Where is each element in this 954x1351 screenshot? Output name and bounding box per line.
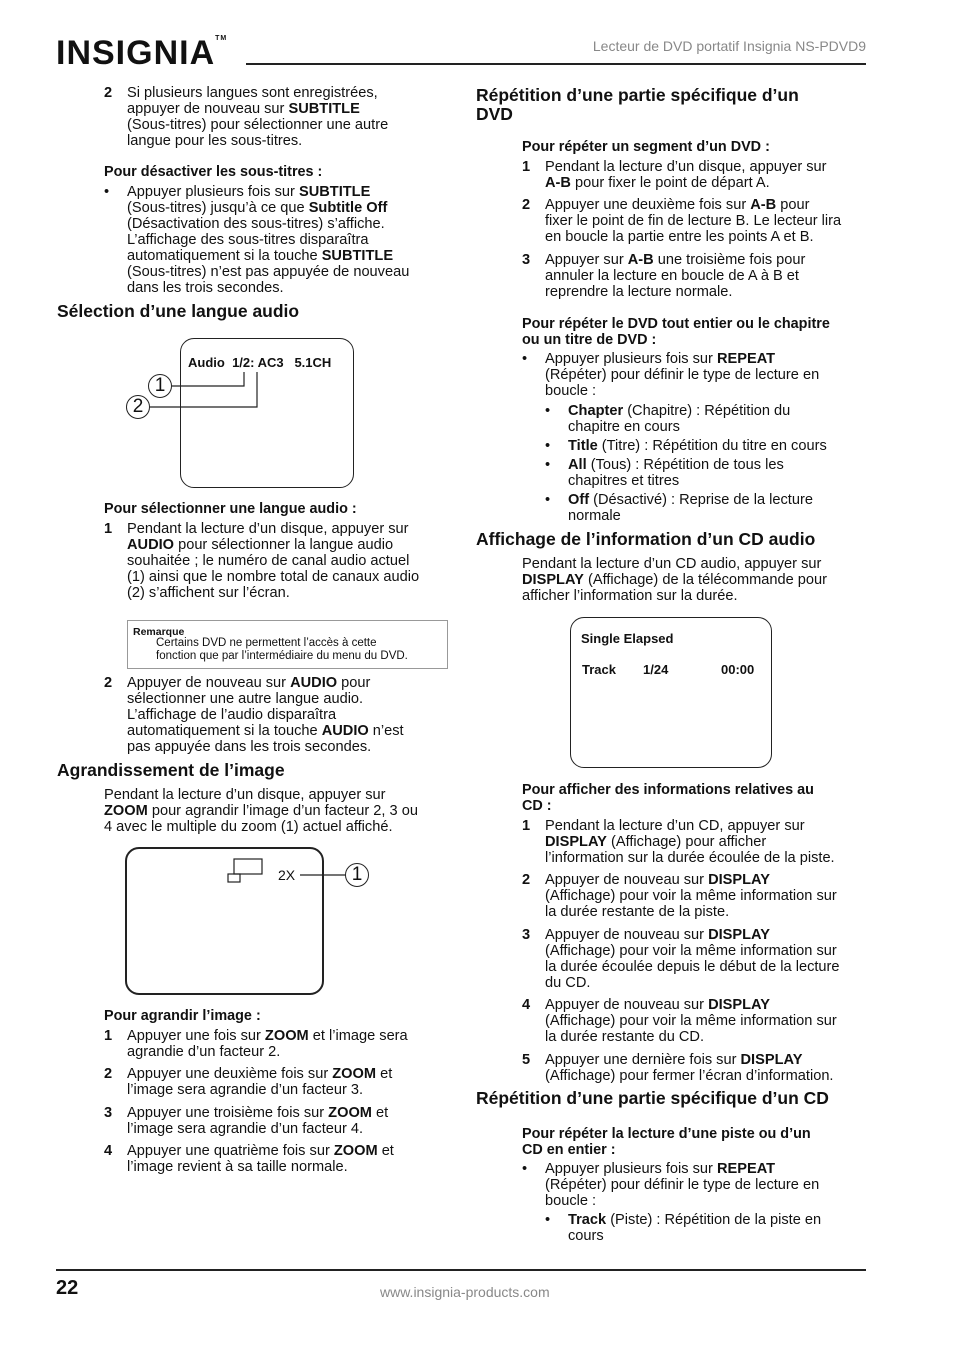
note-text: Certains DVD ne permettent l’accès à cette fonction que par l’intermédiaire du menu du DVD. (156, 637, 408, 662)
zoom-icon (226, 857, 266, 885)
cd-osd-track-label: Track (582, 662, 616, 677)
cd-repeat-section-title: Répétition d’une partie spécifique d’un CD (476, 1088, 829, 1108)
header-rule (246, 63, 866, 65)
cd-osd-mode: Single Elapsed (581, 631, 674, 646)
cd-info-section-title: Affichage de l’information d’un CD audio (476, 529, 816, 549)
zoom-procedure-heading: Pour agrandir l’image : (104, 1008, 261, 1024)
header-title: Lecteur de DVD portatif Insignia NS-PDVD9 (592, 38, 866, 54)
cd-info-intro: Pendant la lecture d’un CD audio, appuyer sur DISPLAY (Affichage) de la télécommande pour afficher l’information sur la durée. (522, 556, 828, 604)
zoom-section-title: Agrandissement de l’image (57, 760, 285, 780)
footer-rule (56, 1269, 866, 1271)
note-label: Remarque (133, 626, 185, 638)
zoom-callout-line (300, 873, 350, 879)
cd-osd-time: 00:00 (721, 662, 755, 677)
footer-url: www.insignia-products.com (380, 1284, 550, 1300)
insignia-logo: INSIGNIA™ (56, 34, 228, 72)
audio-procedure-heading: Pour sélectionner une langue audio : (104, 501, 357, 517)
page-number: 22 (56, 1277, 79, 1299)
cd-repeat-procedure-heading: Pour répéter la lecture d’une piste ou d’un CD en entier : (522, 1126, 811, 1158)
callout-1: 1 (148, 374, 172, 398)
cd-info-procedure-heading: Pour afficher des informations relatives au CD : (522, 782, 814, 814)
audio-osd-text: Audio 1/2: AC3 5.1CH (188, 355, 332, 370)
ab-section-title: Répétition d’une partie spécifique d’un DVD (476, 85, 799, 124)
zoom-intro: Pendant la lecture d’un disque, appuyer sur ZOOM pour agrandir l’image d’un facteur 2, 3 ou 4 avec le multiple du zoom (1) actuel affiché. (104, 787, 418, 835)
ab-procedure-heading: Pour répéter un segment d’un DVD : (522, 139, 770, 155)
cd-osd-track-value: 1/24 (643, 662, 669, 677)
zoom-level-label: 2X (278, 867, 296, 883)
audio-section-title: Sélection d’une langue audio (57, 301, 300, 321)
callout-2: 2 (126, 395, 150, 419)
repeat-dvd-heading: Pour répéter le DVD tout entier ou le chapitre ou un titre de DVD : (522, 316, 830, 348)
disable-subtitles-heading: Pour désactiver les sous-titres : (104, 164, 323, 180)
zoom-callout-1: 1 (345, 863, 369, 887)
